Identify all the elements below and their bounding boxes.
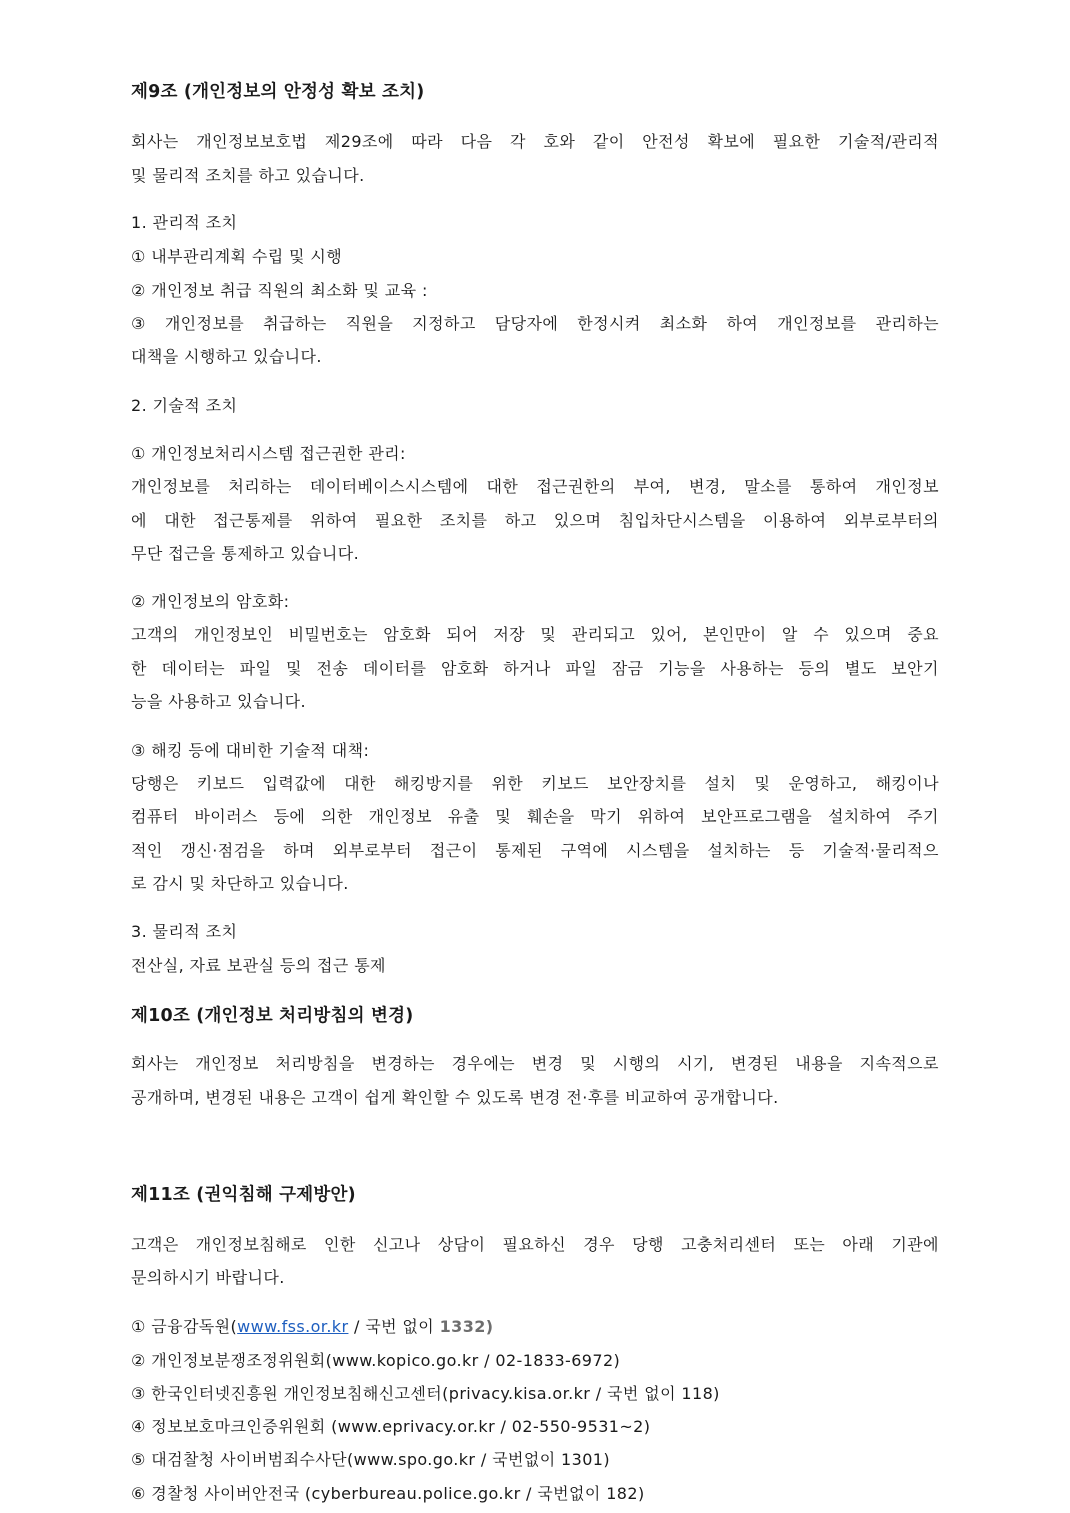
agency-item-3: ③ 한국인터넷진흥원 개인정보침해신고센터(privacy.kisa.or.kr / 국번 없이 118) — [131, 1384, 720, 1403]
section-3-heading: 3. 물리적 조치 — [131, 922, 238, 941]
section-1-item-3-line-2: 대책을 시행하고 있습니다. — [131, 347, 322, 366]
article-11-title: 제11조 (권익침해 구제방안) — [131, 1185, 356, 1205]
article-9-title: 제9조 (개인정보의 안정성 확보 조치) — [131, 82, 425, 102]
section-2-c-title: ③ 해킹 등에 대비한 기술적 대책: — [131, 741, 370, 760]
section-1-item-2: ② 개인정보 취급 직원의 최소화 및 교육 : — [131, 281, 428, 300]
agency-item-1-mid: / 국번 없이 — [348, 1317, 440, 1336]
agency-item-1-prefix: ① 금융감독원( — [131, 1317, 238, 1336]
section-2-a-line-1: 개인정보를 처리하는 데이터베이스시스템에 대한 접근권한의 부여, 변경, 말소를 통하여 개인정보 — [131, 477, 939, 496]
section-1-heading: 1. 관리적 조치 — [131, 213, 238, 232]
article-9-intro-line-2: 및 물리적 조치를 하고 있습니다. — [131, 166, 365, 185]
article-10-title: 제10조 (개인정보 처리방침의 변경) — [131, 1006, 414, 1026]
section-2-c-line-4: 로 감시 및 차단하고 있습니다. — [131, 874, 349, 893]
section-2-a-line-3: 무단 접근을 통제하고 있습니다. — [131, 544, 360, 563]
section-1-item-1: ① 내부관리계획 수립 및 시행 — [131, 247, 343, 266]
section-2-b-line-3: 능을 사용하고 있습니다. — [131, 692, 307, 711]
section-2-b-line-2: 한 데이터는 파일 및 전송 데이터를 암호화 하거나 파일 잠금 기능을 사용하는 등의 별도 보안기 — [131, 659, 939, 678]
agency-item-1 — [131, 1316, 493, 1338]
section-1-item-3-line-1: ③ 개인정보를 취급하는 직원을 지정하고 담당자에 한정시켜 최소화 하여 개인정보를 관리하는 — [131, 314, 939, 333]
article-9-intro-line-1: 회사는 개인정보보호법 제29조에 따라 다음 각 호와 같이 안전성 확보에 필요한 기술적/관리적 — [131, 132, 939, 151]
article-11-intro-line-1: 고객은 개인정보침해로 인한 신고나 상담이 필요하신 경우 당행 고충처리센터 또는 아래 기관에 — [131, 1235, 939, 1254]
agency-item-1-number: 1332) — [439, 1317, 494, 1336]
section-2-b-line-1: 고객의 개인정보인 비밀번호는 암호화 되어 저장 및 관리되고 있어, 본인만이 알 수 있으며 중요 — [131, 625, 939, 644]
agency-item-2: ② 개인정보분쟁조정위원회(www.kopico.go.kr / 02-1833-6972) — [131, 1351, 621, 1370]
article-11-intro-line-2: 문의하시기 바랍니다. — [131, 1268, 285, 1287]
fss-link[interactable]: www.fss.or.kr — [237, 1317, 349, 1336]
section-2-heading: 2. 기술적 조치 — [131, 396, 238, 415]
agency-item-4: ④ 정보보호마크인증위원회 (www.eprivacy.or.kr / 02-550-9531~2) — [131, 1417, 651, 1436]
section-3-body: 전산실, 자료 보관실 등의 접근 통제 — [131, 956, 386, 975]
article-10-line-1: 회사는 개인정보 처리방침을 변경하는 경우에는 변경 및 시행의 시기, 변경된 내용을 지속적으로 — [131, 1054, 939, 1073]
section-2-b-title: ② 개인정보의 암호화: — [131, 592, 290, 611]
section-2-c-line-1: 당행은 키보드 입력값에 대한 해킹방지를 위한 키보드 보안장치를 설치 및 운영하고, 해킹이나 — [131, 774, 939, 793]
section-2-a-title: ① 개인정보처리시스템 접근권한 관리: — [131, 444, 406, 463]
section-2-a-line-2: 에 대한 접근통제를 위하여 필요한 조치를 하고 있으며 침입차단시스템을 이용하여 외부로부터의 — [131, 511, 939, 530]
agency-item-6: ⑥ 경찰청 사이버안전국 (cyberbureau.police.go.kr / 국번없이 182) — [131, 1484, 645, 1503]
agency-item-5: ⑤ 대검찰청 사이버범죄수사단(www.spo.go.kr / 국번없이 1301) — [131, 1450, 611, 1469]
article-10-line-2: 공개하며, 변경된 내용은 고객이 쉽게 확인할 수 있도록 변경 전·후를 비교하여 공개합니다. — [131, 1088, 779, 1107]
section-2-c-line-2: 컴퓨터 바이러스 등에 의한 개인정보 유출 및 훼손을 막기 위하여 보안프로그램을 설치하여 주기 — [131, 807, 939, 826]
section-2-c-line-3: 적인 갱신·점검을 하며 외부로부터 접근이 통제된 구역에 시스템을 설치하는 등 기술적·물리적으 — [131, 841, 939, 860]
